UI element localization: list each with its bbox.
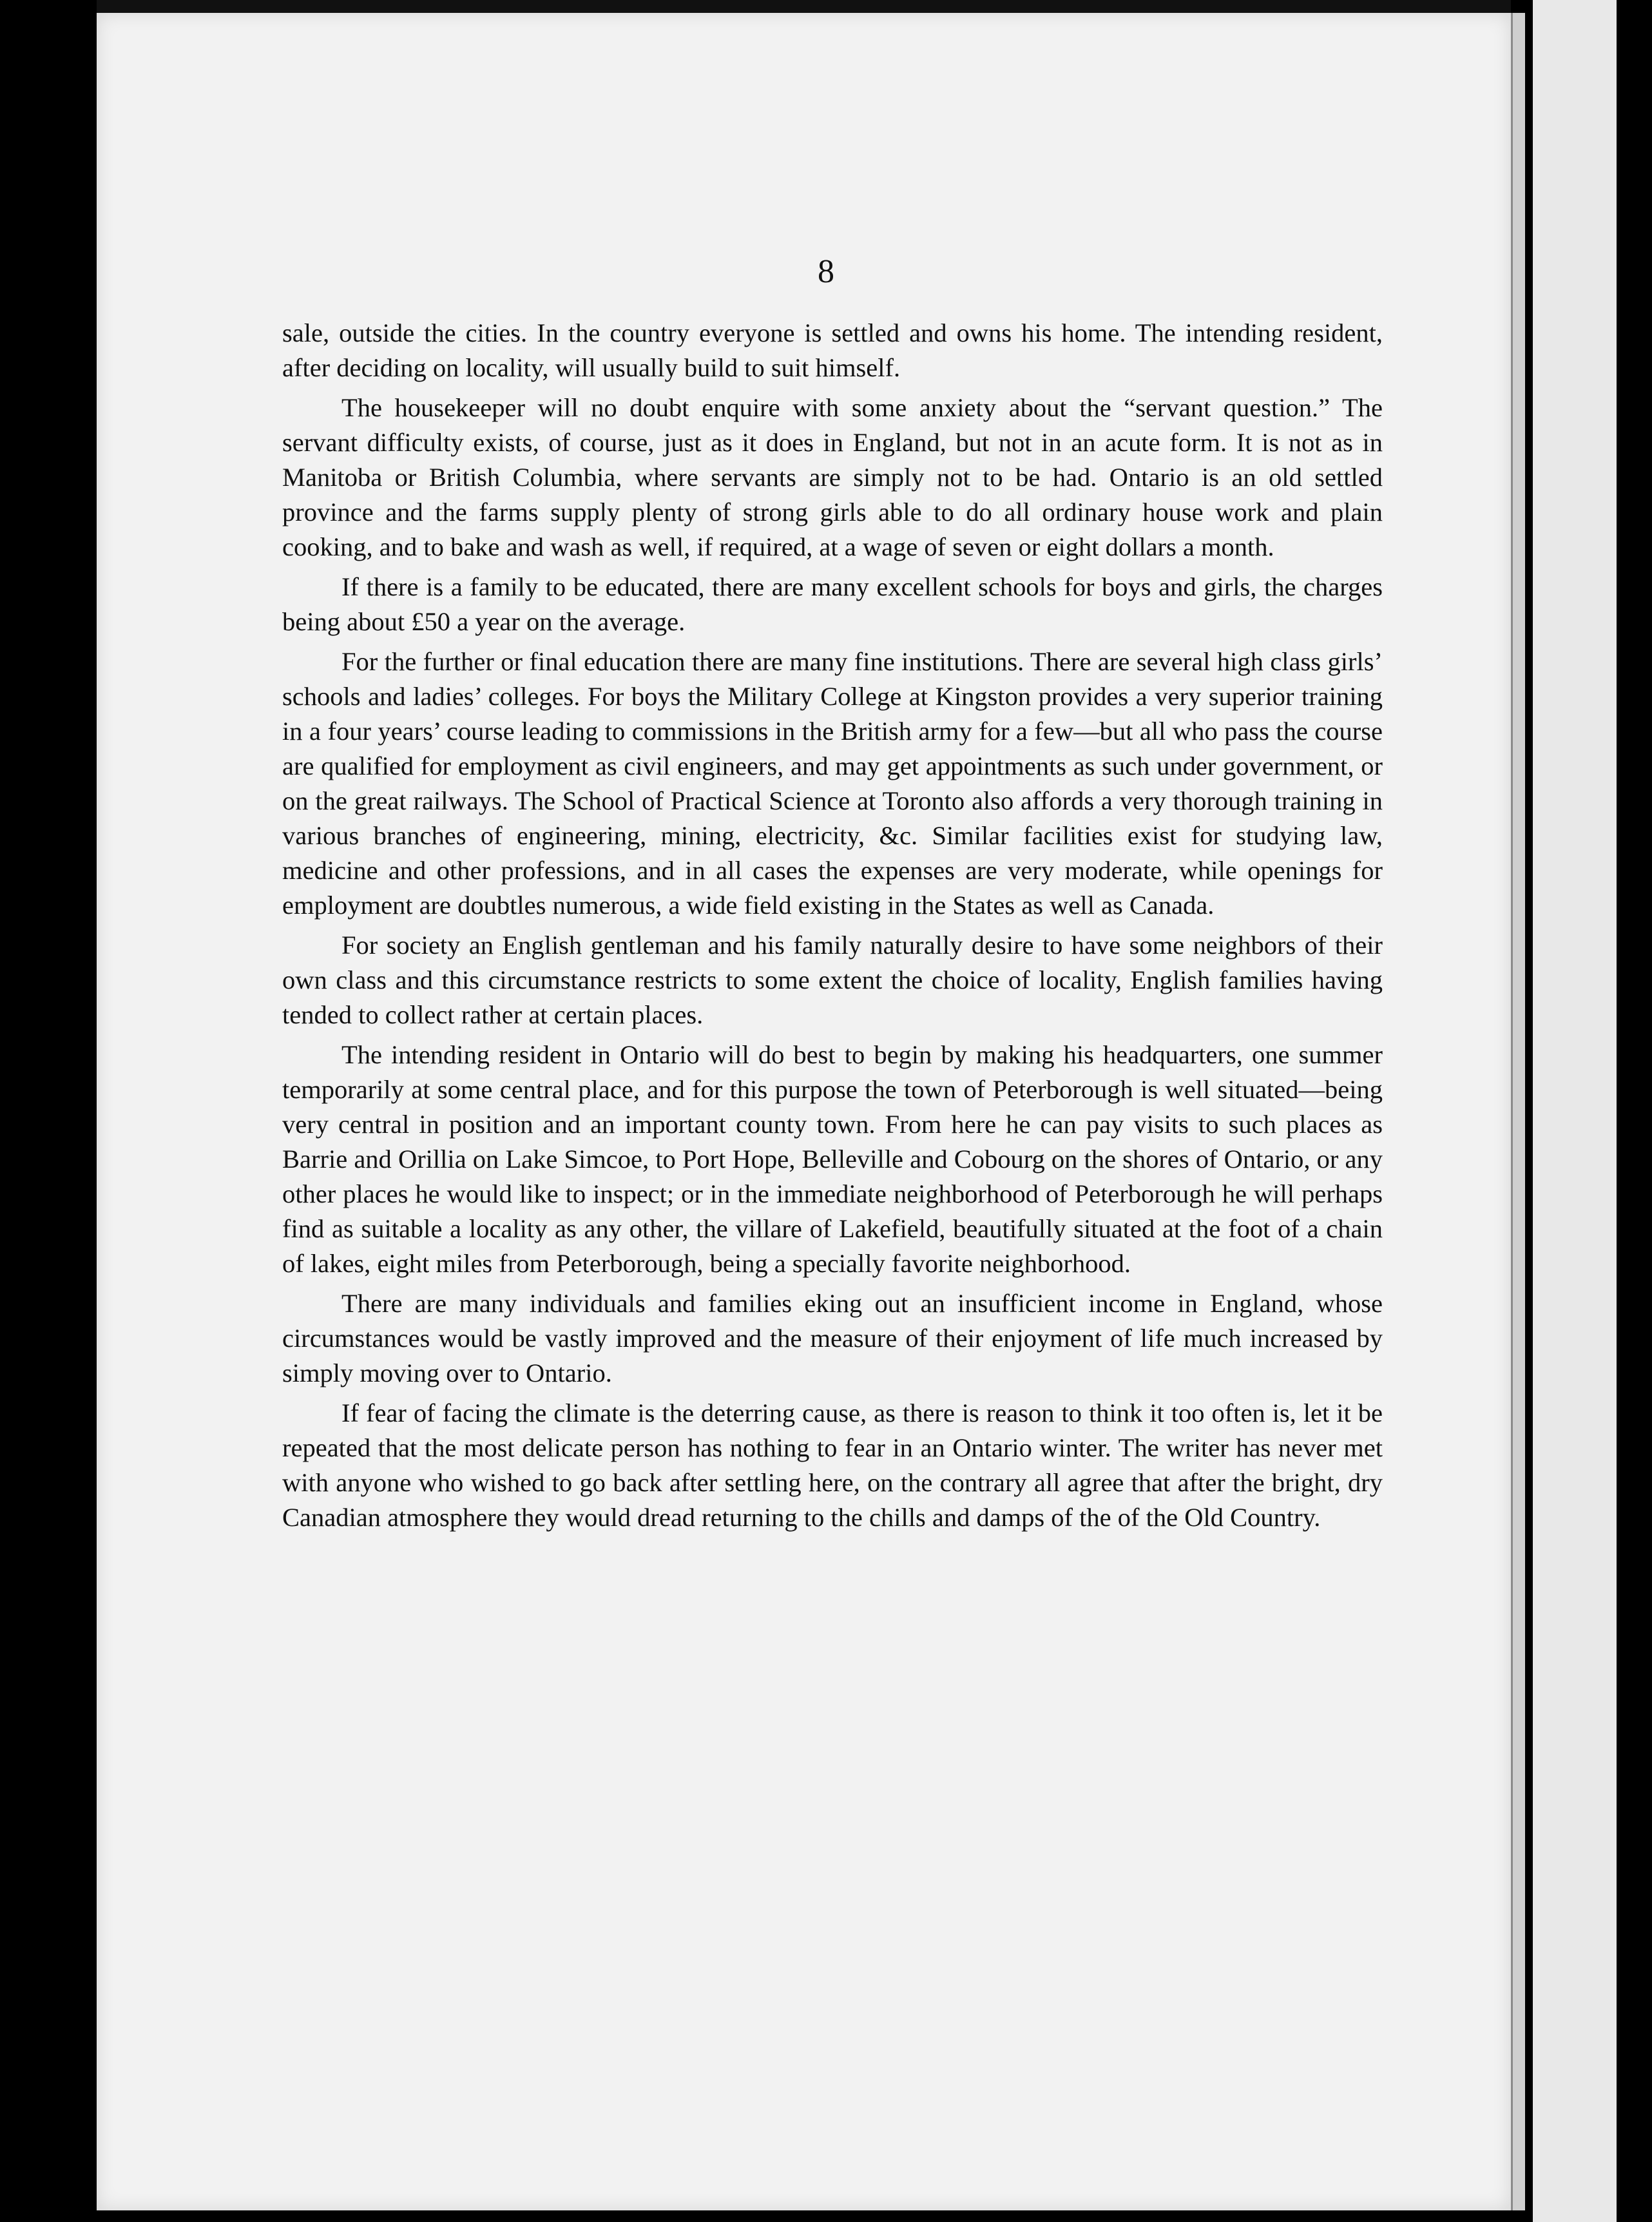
paragraph: The housekeeper will no doubt enquire with some anxiety about the “servant question.” The servant difficulty exists, of course, just as it does in England, but not in an acute form. It is not as in Manitoba or British Columbia, where servants are simply not to be had. Ontario is an old settled province and the farms supply plenty of strong girls able to do all ordinary house work and plain cooking, and to bake and wash as well, if required, at a wage of seven or eight dollars a month. <box>282 393 1383 561</box>
paragraph: For society an English gentleman and his family naturally desire to have some neighbors of their own class and this circumstance restricts to some extent the choice of locality, English families having tended to collect rather at certain places. <box>282 931 1383 1029</box>
top-shadow <box>97 0 1511 13</box>
paragraph: sale, outside the cities. In the country everyone is settled and owns his home. The intending resident, after deciding on locality, will usually build to suit himself. <box>282 318 1383 382</box>
paragraph: The intending resident in Ontario will do best to begin by making his headquarters, one summer temporarily at some central place, and for this purpose the town of Peterborough is well situated—being very central in position and an important county town. From here he can pay visits to such places as Barrie and Orillia on Lake Simcoe, to Port Hope, Belleville and Cobourg on the shores of Ontario, or any other places he would like to inspect; or in the immediate neighborhood of Peterborough he will perhaps find as suitable a locality as any other, the villare of Lakefield, beautifully situated at the foot of a chain of lakes, eight miles from Peterborough, being a specially favorite neighborhood. <box>282 1040 1383 1278</box>
page-number: 8 <box>818 253 834 290</box>
adjacent-page-strip <box>1533 0 1617 2222</box>
adjacent-page-edge <box>1525 0 1652 2222</box>
paragraph: If fear of facing the climate is the deterring cause, as there is reason to think it too often is, let it be repeated that the most delicate person has nothing to fear in an Ontario winter. The writer has never met with anyone who wished to go back after settling here, on the contrary all agree that after the bright, dry Canadian atmosphere they would dread returning to the chills and damps of the of the Old Country. <box>282 1398 1383 1532</box>
paragraph: There are many individuals and families eking out an insufficient income in England, whose circumstances would be vastly improved and the measure of their enjoyment of life much increased by simply moving over to Ontario. <box>282 1289 1383 1387</box>
body-text <box>282 316 1383 1540</box>
paragraph: For the further or final education there are many fine institutions. There are several high class girls’ schools and ladies’ colleges. For boys the Military College at Kingston provides a very superior training in a four years’ course leading to commissions in the British army for a few—but all who pass the course are qualified for employment as civil engineers, and may get appointments as such under government, or on the great railways. The School of Practical Science at Toronto also affords a very thorough training in various branches of engineering, mining, electricity, &c. Similar facilities exist for studying law, medicine and other professions, and in all cases the expenses are very moderate, while openings for employment are doubtles numerous, a wide field existing in the States as well as Canada. <box>282 647 1383 920</box>
paragraph: If there is a family to be educated, there are many excellent schools for boys and girls, the charges being about £50 a year on the average. <box>282 572 1383 636</box>
